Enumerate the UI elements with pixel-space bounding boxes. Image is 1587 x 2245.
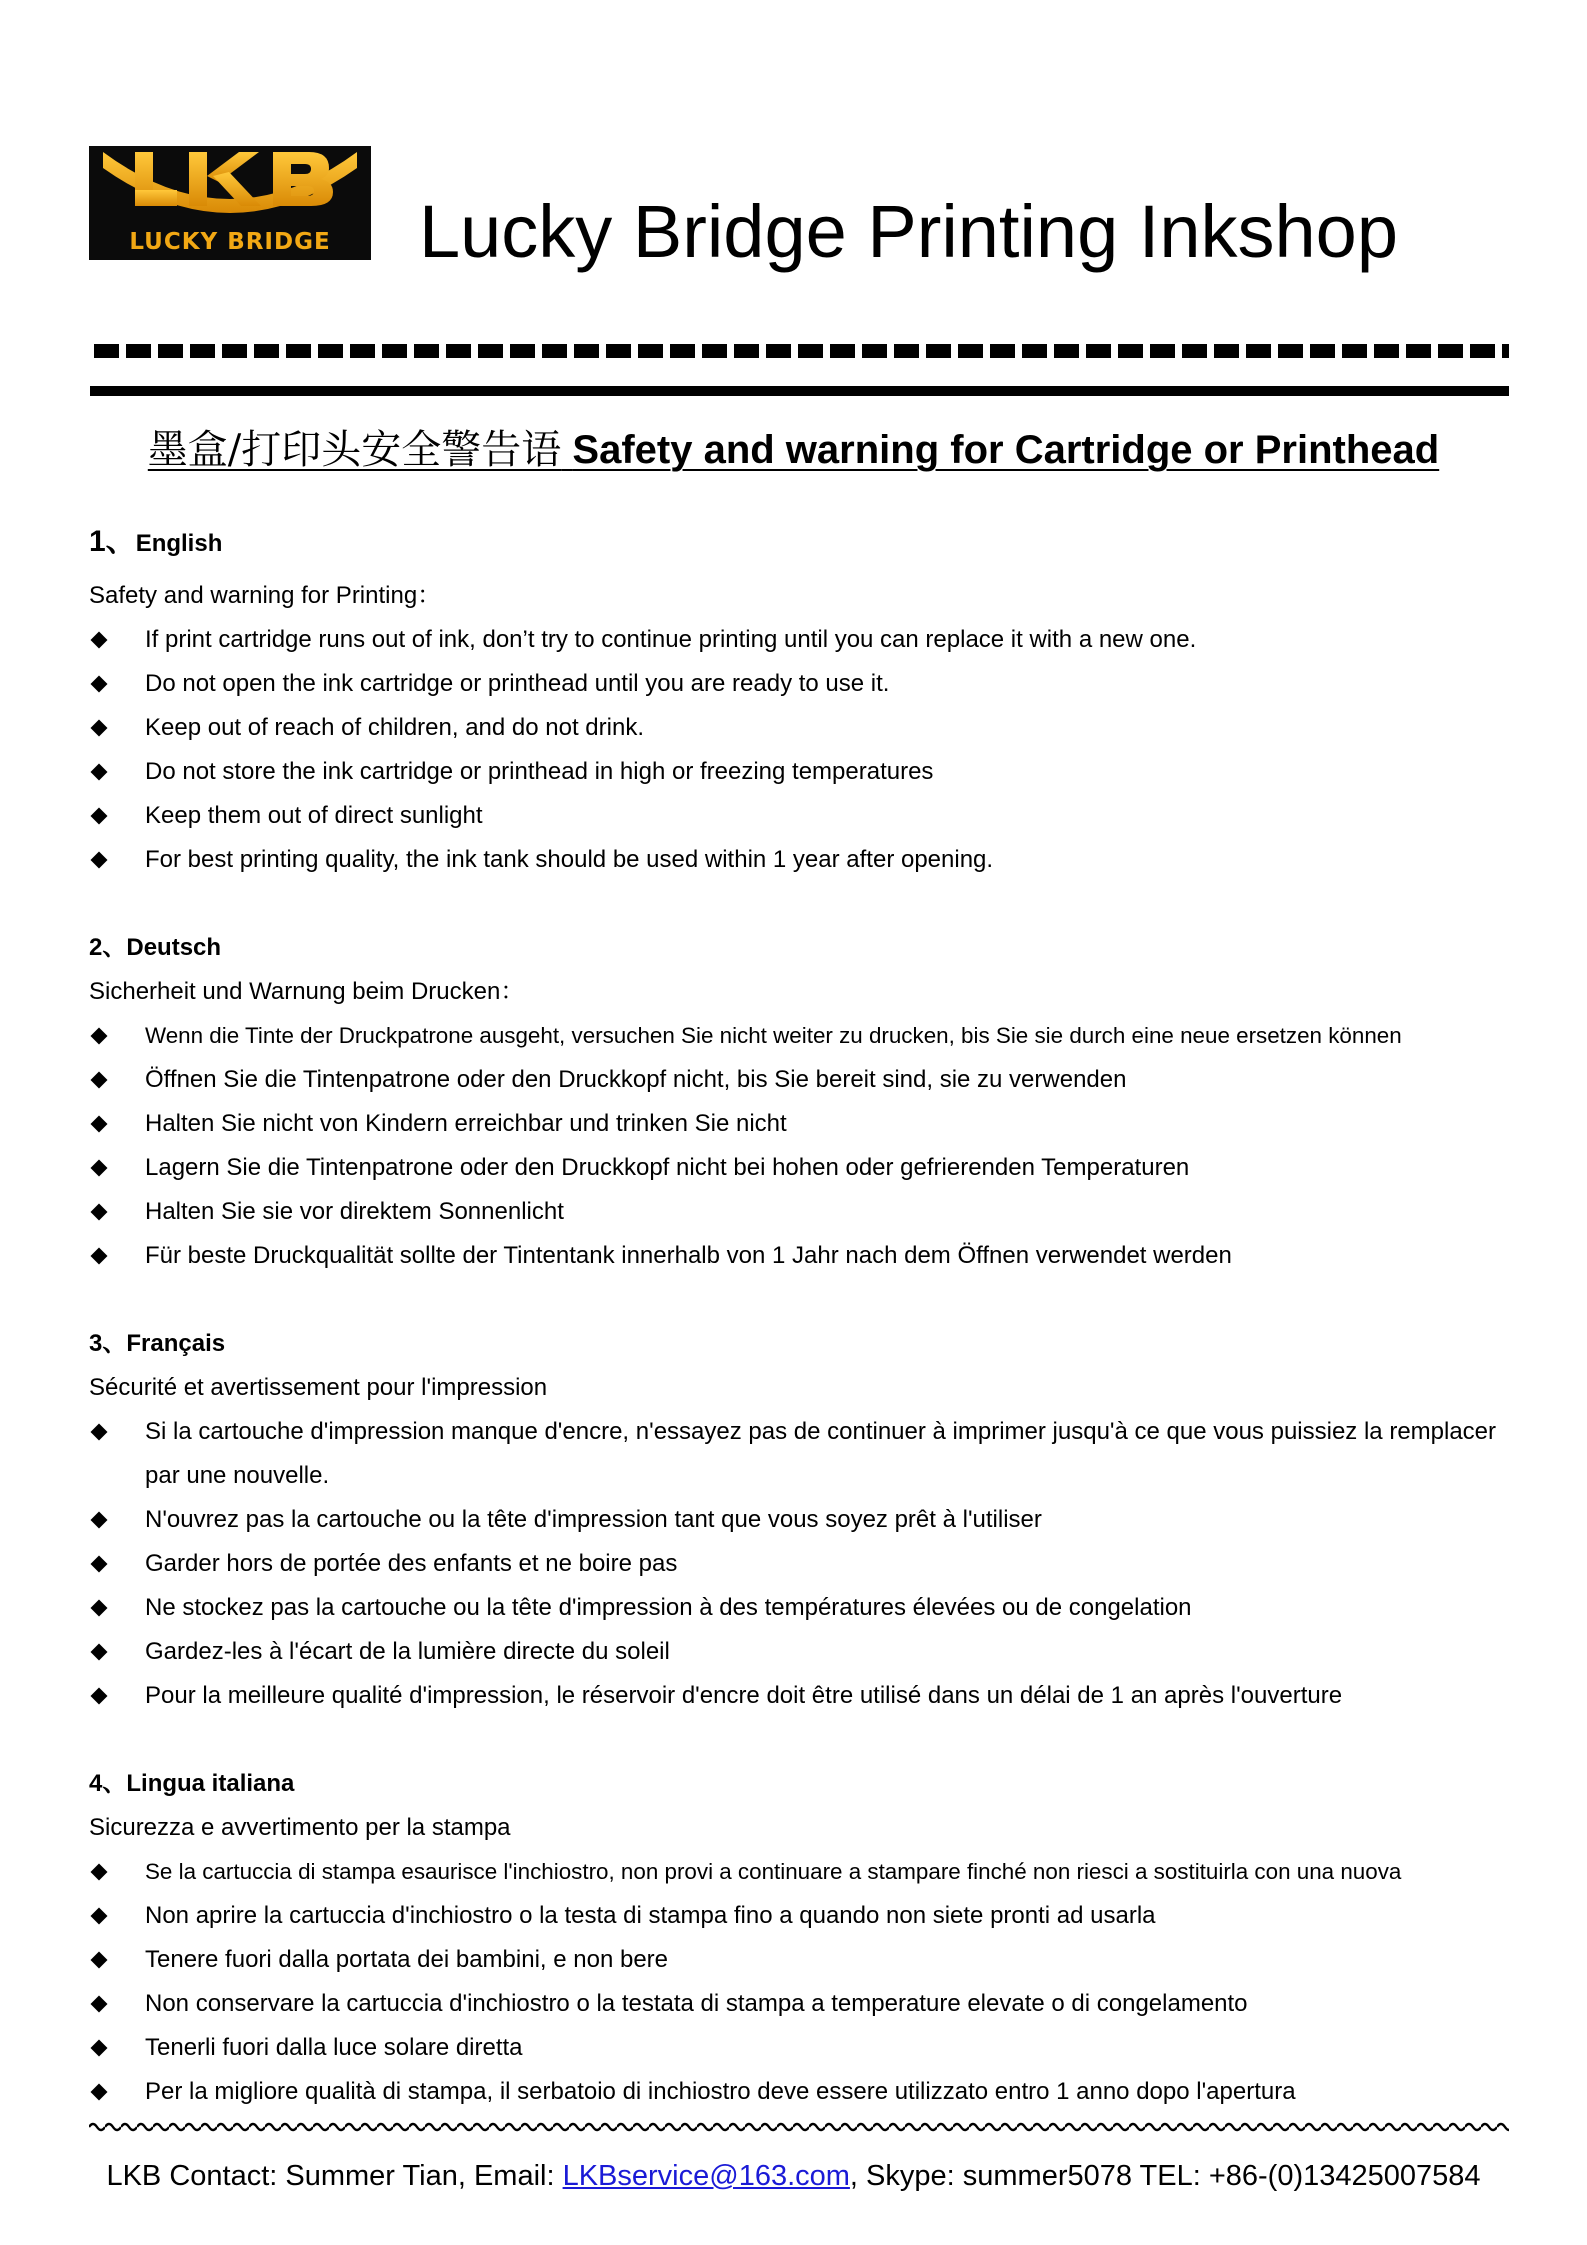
list-item-text: Gardez-les à l'écart de la lumière directe du soleil: [145, 1638, 670, 1665]
list-item-text: Lagern Sie die Tintenpatrone oder den Druckkopf nicht bei hohen oder gefrierenden Temperaturen: [145, 1154, 1190, 1181]
dashed-divider: [94, 344, 1509, 358]
diamond-bullet-icon: [91, 1864, 107, 1880]
list-item-text: Do not store the ink cartridge or printhead in high or freezing temperatures: [145, 758, 934, 785]
diamond-bullet-icon: [91, 676, 107, 692]
diamond-bullet-icon: [91, 1556, 107, 1572]
list-item-text: Per la migliore qualità di stampa, il serbatoio di inchiostro deve essere utilizzato entro 1 anno dopo l'apertura: [145, 2078, 1296, 2105]
section-number: 4、: [89, 1770, 127, 1797]
list-item-text: Non aprire la cartuccia d'inchiostro o la testa di stampa fino a quando non siete pronti ad usarla: [145, 1902, 1156, 1929]
section-heading: [89, 926, 1509, 970]
section-lead: Sicurezza e avvertimento per la stampa: [89, 1814, 511, 1841]
section-gap: [89, 1718, 1509, 1762]
tilde-divider-graphic: [89, 2118, 1509, 2136]
list-item-text: If print cartridge runs out of ink, don’t try to continue printing until you can replace it with a new one.: [145, 626, 1197, 653]
section-number: 3、: [89, 1330, 127, 1357]
diamond-bullet-icon: [91, 808, 107, 824]
warning-list: [89, 618, 1509, 882]
list-item: [89, 618, 1509, 662]
diamond-bullet-icon: [91, 1072, 107, 1088]
section-italiano: [89, 1762, 1509, 2114]
diamond-bullet-icon: [91, 632, 107, 648]
page-header: [89, 146, 1509, 286]
list-item: [89, 1498, 1509, 1542]
list-item-text: Se la cartuccia di stampa esaurisce l'inchiostro, non provi a continuare a stampare finché non riesci a sostituirla con una nuova: [145, 1859, 1402, 1884]
lucky-bridge-logo: [89, 146, 371, 260]
diamond-bullet-icon: [91, 1952, 107, 1968]
list-item-text: Halten Sie nicht von Kindern erreichbar und trinken Sie nicht: [145, 1110, 787, 1137]
list-item: [89, 1190, 1509, 1234]
list-item: [89, 1850, 1509, 1894]
tilde-divider: [89, 2118, 1509, 2136]
diamond-bullet-icon: [91, 1160, 107, 1176]
list-item: [89, 1542, 1509, 1586]
section-lead: Sécurité et avertissement pour l'impression: [89, 1374, 548, 1401]
list-item: [89, 1146, 1509, 1190]
list-item-text: Pour la meilleure qualité d'impression, le réservoir d'encre doit être utilisé dans un délai de 1 an après l'ouverture: [145, 1682, 1343, 1709]
diamond-bullet-icon: [91, 720, 107, 736]
section-lead: Safety and warning for Printing：: [89, 582, 442, 609]
warning-list: [89, 1014, 1509, 1278]
solid-divider: [90, 386, 1509, 396]
list-item-text: Si la cartouche d'impression manque d'encre, n'essayez pas de continuer à imprimer jusqu'à ce que vous puissiez la remplacer par une nouvelle.: [145, 1418, 1497, 1489]
list-item-text: Halten Sie sie vor direktem Sonnenlicht: [145, 1198, 564, 1225]
section-number: 2、: [89, 934, 127, 961]
list-item: [89, 1630, 1509, 1674]
document-title: [0, 424, 1587, 476]
diamond-bullet-icon: [91, 1028, 107, 1044]
section-heading: [89, 520, 1509, 564]
list-item: [89, 794, 1509, 838]
section-name: Deutsch: [126, 934, 222, 961]
section-gap: [89, 1278, 1509, 1322]
document-title-english: Safety and warning for Cartridge or Printhead: [572, 428, 1440, 472]
list-item-text: Garder hors de portée des enfants et ne boire pas: [145, 1550, 678, 1577]
list-item-text: N'ouvrez pas la cartouche ou la tête d'impression tant que vous soyez prêt à l'utiliser: [145, 1506, 1042, 1533]
list-item-text: Für beste Druckqualität sollte der Tintentank innerhalb von 1 Jahr nach dem Öffnen verwendet werden: [145, 1242, 1232, 1269]
diamond-bullet-icon: [91, 1204, 107, 1220]
warning-content: [89, 520, 1509, 2114]
list-item: [89, 838, 1509, 882]
list-item: [89, 2026, 1509, 2070]
warning-list: [89, 1410, 1509, 1718]
diamond-bullet-icon: [91, 1600, 107, 1616]
diamond-bullet-icon: [91, 1644, 107, 1660]
section-english: [89, 520, 1509, 882]
list-item-text: Ne stockez pas la cartouche ou la tête d'impression à des températures élevées ou de congelation: [145, 1594, 1192, 1621]
list-item: [89, 2070, 1509, 2114]
list-item-text: Öffnen Sie die Tintenpatrone oder den Druckkopf nicht, bis Sie bereit sind, sie zu verwenden: [145, 1066, 1127, 1093]
list-item: [89, 1102, 1509, 1146]
list-item-text: Tenerli fuori dalla luce solare diretta: [145, 2034, 523, 2061]
list-item-text: Wenn die Tinte der Druckpatrone ausgeht, versuchen Sie nicht weiter zu drucken, bis Sie sie durch eine neue ersetzen können: [145, 1023, 1402, 1048]
section-heading: [89, 1322, 1509, 1366]
warning-list: [89, 1850, 1509, 2114]
section-name: Lingua italiana: [126, 1770, 295, 1797]
list-item: [89, 1058, 1509, 1102]
section-number: 1、: [89, 525, 136, 558]
list-item: [89, 1586, 1509, 1630]
diamond-bullet-icon: [91, 1512, 107, 1528]
section-heading: [89, 1762, 1509, 1806]
list-item: [89, 750, 1509, 794]
list-item: [89, 1982, 1509, 2026]
footer-contact-prefix: LKB Contact: Summer Tian, Email:: [106, 2160, 563, 2192]
diamond-bullet-icon: [91, 1996, 107, 2012]
diamond-bullet-icon: [91, 1248, 107, 1264]
list-item: [89, 662, 1509, 706]
section-name: English: [135, 530, 223, 557]
list-item-text: Do not open the ink cartridge or printhead until you are ready to use it.: [145, 670, 890, 697]
list-item-text: Keep out of reach of children, and do not drink.: [145, 714, 644, 741]
diamond-bullet-icon: [91, 1908, 107, 1924]
email-link[interactable]: LKBservice@163.com: [562, 2160, 850, 2192]
site-title: Lucky Bridge Printing Inkshop: [419, 190, 1398, 273]
list-item: [89, 1014, 1509, 1058]
list-item: [89, 1938, 1509, 1982]
list-item: [89, 1234, 1509, 1278]
section-francais: [89, 1322, 1509, 1718]
diamond-bullet-icon: [91, 1424, 107, 1440]
list-item: [89, 706, 1509, 750]
section-gap: [89, 882, 1509, 926]
list-item-text: Non conservare la cartuccia d'inchiostro o la testata di stampa a temperature elevate o di congelamento: [145, 1990, 1248, 2017]
list-item-text: Tenere fuori dalla portata dei bambini, e non bere: [145, 1946, 669, 1973]
section-lead: Sicherheit und Warnung beim Drucken：: [89, 978, 525, 1005]
footer-contact-suffix: , Skype: summer5078 TEL: +86-(0)13425007584: [849, 2160, 1481, 2192]
diamond-bullet-icon: [91, 2084, 107, 2100]
diamond-bullet-icon: [91, 852, 107, 868]
list-item: [89, 1894, 1509, 1938]
list-item-text: For best printing quality, the ink tank should be used within 1 year after opening.: [145, 846, 994, 873]
contact-footer: [0, 2156, 1587, 2196]
list-item: [89, 1674, 1509, 1718]
diamond-bullet-icon: [91, 1116, 107, 1132]
diamond-bullet-icon: [91, 2040, 107, 2056]
diamond-bullet-icon: [91, 1688, 107, 1704]
title-space: [561, 428, 572, 472]
list-item: [89, 1410, 1509, 1498]
list-item-text: Keep them out of direct sunlight: [145, 802, 483, 829]
section-deutsch: [89, 926, 1509, 1278]
diamond-bullet-icon: [91, 764, 107, 780]
section-name: Français: [126, 1330, 226, 1357]
logo-wordmark: LUCKY BRIDGE: [129, 229, 331, 255]
document-title-chinese: 墨盒/打印头安全警告语: [147, 427, 562, 473]
